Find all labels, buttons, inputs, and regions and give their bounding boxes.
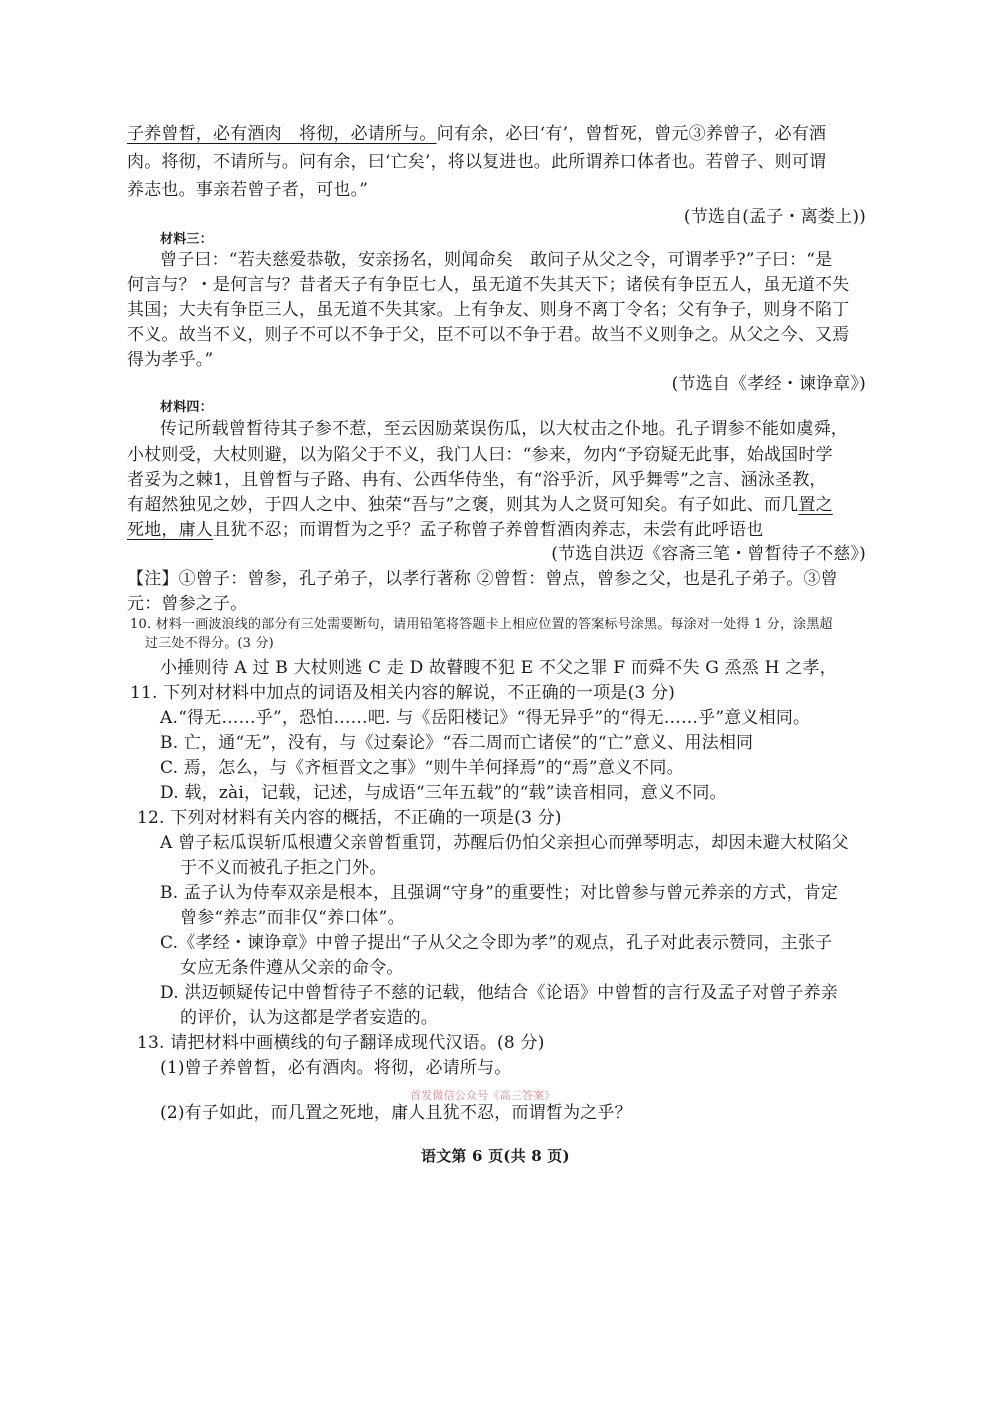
passage4-line-5: 死地，庸人且犹不忍；而谓晳为之乎？孟子称曾子养曾晳酒肉养志，未尝有此呼语也 — [127, 520, 764, 540]
passage3-line-5: 得为孝乎。” — [127, 350, 214, 370]
q12-option-b-line-2: 曾参“养志”而非仅“养口体”。 — [180, 908, 405, 928]
q11-option-b: B. 亡，通“无”，没有，与《过秦论》“吞二周而亡诸侯”的“亡”意义、用法相同 — [160, 733, 754, 753]
passage3-line-3: 其国；大夫有争臣三人，虽无道不失其家。上有争友、则身不离丁令名；父有争子，则身不陷丁 — [127, 300, 850, 320]
passage3-source: (节选自《孝经・谏诤章》) — [671, 374, 866, 394]
passage2-line-3: 养志也。事亲若曾子者，可也。” — [127, 180, 369, 200]
passage2-source: (节选自(孟子・离娄上)) — [683, 207, 866, 227]
passage4-line-1: 传记所载曾晳待其子参不惹，至云因励菜误伤瓜，以大杖击之仆地。孔子谓参不能如虞舜， — [160, 419, 848, 439]
q12-stem: 12. 下列对材料有关内容的概括，不正确的一项是(3 分) — [137, 808, 562, 828]
q11-option-d: D. 载，zài，记载，记述，与成语“三年五载”的“载”读音相同，意义不同。 — [160, 783, 727, 803]
q12-option-c-line-1: C.《孝经・谏诤章》中曾子提出“子从父之令即为孝”的观点，孔子对此表示赞同，主张子 — [160, 933, 833, 953]
passage4-line-4: 有超然独见之妙，于四人之中、独荣“吾与”之褒，则其为人之贤可知矣。有子如此、而几置之 — [127, 495, 833, 515]
underlined-sentence-2a: 置之 — [798, 495, 833, 515]
q12-option-a-line-2: 于不义而被孔子拒之门外。 — [180, 858, 387, 878]
q12-option-d-line-1: D. 洪迈顿疑传记中曾晳待子不慈的记载，他结合《论语》中曾晳的言行及孟子对曾子养亲 — [160, 983, 839, 1003]
passage4-label: 材料四： — [160, 400, 213, 415]
passage3-line-4: 不义。故当不义，则子不可以不争于父，臣不可以不争于君。故当不义则争之。从父之今、又焉 — [127, 325, 850, 345]
q10-sentence: 小捶则待 A 过 B 大杖则逃 C 走 D 故瞽瞍不犯 E 不父之罪 F 而舜不失 G 烝烝 H 之孝， — [160, 658, 837, 678]
q10-stem-line-1: 10. 材料一画波浪线的部分有三处需要断句，请用铅笔将答题卡上相应位置的答案标号涂黑。每涂对一处得 1 分，涂黑超 — [130, 617, 833, 632]
watermark-text: 首发微信公众号《高三答案》 — [410, 1089, 556, 1102]
passage4-source: (节选自洪迈《容斋三笔・曾晳待子不慈》) — [551, 544, 866, 564]
passage2-line-2: 肉。将彻，不请所与。问有余，曰‘亡矣’，将以复进也。此所谓养口体者也。若曾子、则可谓 — [127, 152, 827, 172]
q12-option-a-line-1: A 曾子耘瓜误斩瓜根遭父亲曾晳重罚，苏醒后仍怕父亲担心而弹琴明志，却因未避大杖陷父 — [160, 833, 849, 853]
q13-stem: 13. 请把材料中画横线的句子翻译成现代汉语。(8 分) — [137, 1033, 545, 1053]
q13-item-1: (1)曾子养曾晳，必有酒肉。将彻，必请所与。 — [160, 1058, 512, 1078]
passage4-line-3: 者妥为之棘1，且曾晳与子路、冉有、公西华侍坐，有“浴乎沂，风乎舞雩”之言、涵泳圣教， — [127, 470, 827, 490]
passage3-label: 材料三： — [160, 232, 213, 247]
underlined-sentence-1: 子养曾晳，必有酒肉 将彻，必请所与。 — [127, 124, 437, 144]
passage3-line-2: 何言与？・是何言与？昔者天子有争臣七人，虽无道不失其天下；诸侯有争臣五人，虽无道不失 — [127, 275, 850, 295]
q11-option-c: C. 焉，怎么，与《齐桓晋文之事》“则牛羊何择焉”的“焉”意义不同。 — [160, 758, 684, 778]
passage2-line-1: 子养曾晳，必有酒肉 将彻，必请所与。问有余，必曰‘有’，曾晳死，曾元③养曾子，必有酒 — [127, 124, 827, 144]
q10-stem-line-2: 过三处不得分。(3 分) — [145, 636, 274, 651]
note-line-2: 元：曾参之子。 — [127, 594, 248, 614]
passage4-line-2: 小杖则受，大杖则避，以为陷父于不义，我门人曰：“参来，勿内“予窃疑无此事，始战国时学 — [127, 445, 833, 465]
q12-option-b-line-1: B. 孟子认为侍奉双亲是根本，且强调“守身”的重要性；对比曾参与曾元养亲的方式，肯定 — [160, 883, 839, 903]
q13-item-2: (2)有子如此，而几置之死地，庸人且犹不忍，而谓晳为之乎？ — [160, 1103, 632, 1123]
underlined-sentence-2b: 死地，庸人 — [127, 520, 213, 540]
q11-stem: 11. 下列对材料中加点的词语及相关内容的解说，不正确的一项是(3 分) — [130, 683, 676, 703]
note-line-1: 【注】①曾子：曾参，孔子弟子，以孝行著称 ②曾晳：曾点，曾参之父，也是孔子弟子。③曾 — [127, 569, 838, 589]
page-footer: 语文第 6 页(共 8 页) — [421, 1147, 570, 1165]
q12-option-d-line-2: 的评价，认为这都是学者妄造的。 — [180, 1008, 438, 1028]
q11-option-a: A.“得无……乎”，恐怕……吧. 与《岳阳楼记》“得无异乎”的“得无……乎”意义相同。 — [160, 708, 811, 728]
passage3-line-1: 曾子曰：“若夫慈爱恭敬，安亲扬名，则闻命矣 敢问子从父之令，可谓孝乎?”子曰：“是 — [160, 250, 833, 270]
q12-option-c-line-2: 女应无条件遵从父亲的命令。 — [180, 958, 404, 978]
